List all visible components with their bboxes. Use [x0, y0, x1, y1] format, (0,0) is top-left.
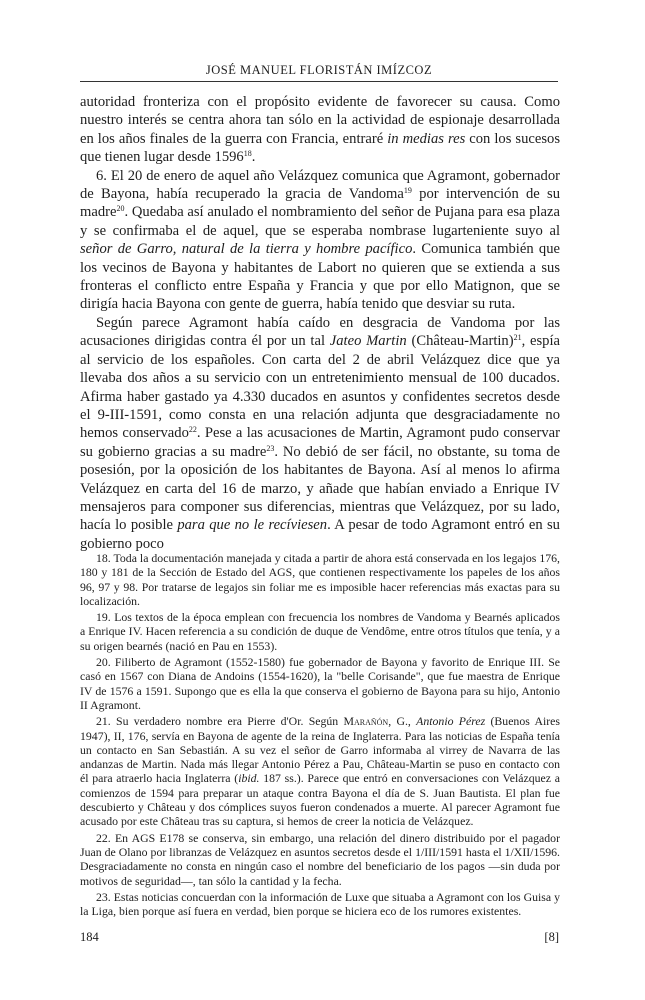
italic-run: ibid. [238, 771, 260, 786]
italic-run: Jateo Martin [329, 333, 407, 350]
header-rule [80, 81, 558, 82]
paragraph-3 [80, 314, 560, 553]
text-run: 187 ss.). Parece que entró en conversaciones con Velázquez a comienzos de 1594 para preparar un ataque contra Bayona el día de S. Juan Bautista. El plan fue descubierto y Château y dos cómplices suyos fueron condenados a muerte. Al parecer Agramont fue acusado por este Château tras su captura, si hemos de creer la noticia de Velázquez. [80, 771, 560, 829]
text-run: 21. Su verdadero nombre era Pierre d'Or. Según [96, 714, 344, 729]
text-run: , G., [388, 714, 417, 729]
italic-run: para que no le recíviesen [177, 517, 328, 534]
text-run: . [251, 149, 256, 166]
text-run: . Quedaba así anulado el nombramiento del señor de Pujana para esa plaza y se confirmaba el de aquel, que se esperaba nombrase lugarteniente suyo al [80, 204, 560, 239]
footnote-20: 20. Filiberto de Agramont (1552-1580) fue gobernador de Bayona y favorito de Enrique III. Se casó en 1567 con Diana de Andoins (1554-1620), la "belle Corisande", que fue maestra de Enrique IV de 1576 a 1591. Supongo que es ella la que conserva el gobierno de Bayona para su hijo, Antonio II Agramont. [80, 655, 560, 712]
footnote-18: 18. Toda la documentación manejada y citada a partir de ahora está conservada en los legajos 176, 180 y 181 de la Sección de Estado del AGS, que contienen respectivamente los papeles de los años 96, 97 y 98. Por tratarse de legajos sin foliar me es imposible hacer referencias más exactas para su localización. [80, 551, 560, 608]
paragraph-1 [80, 93, 560, 167]
text-run: . A pesar de todo Agramont entró en su gobierno poco [80, 517, 560, 552]
main-text [80, 93, 560, 553]
text-run: 6. El 20 de enero de aquel año Velázquez comunica que Agramont, gobernador de Bayona, había recuperado la gracia de Vandoma [80, 167, 560, 203]
footnote-22: 22. En AGS E178 se conserva, sin embargo, una relación del dinero distribuido por el pagador Juan de Olano por libranzas de Velázquez en asuntos secretos desde el 1/III/1591 hasta el 1/XII/1596. Desgraciadamente no consta en ningún caso el nombre del beneficiario de los pagos —sin duda por motivos de seguridad—, tan sólo la cantidad y la fecha. [80, 830, 560, 888]
book-title: Antonio Pérez [416, 714, 486, 729]
footnote-ref-23[interactable]: 23 [266, 443, 275, 453]
text-run: (Château-Martin) [406, 333, 514, 350]
page-number: 184 [80, 930, 99, 944]
footnote-ref-18[interactable]: 18 [243, 149, 252, 159]
sheet-mark: [8] [544, 930, 559, 944]
text-run: Según parece Agramont había caído en desgracia de Vandoma por las acusaciones dirigidas contra él por un tal [80, 314, 560, 350]
author-name: Marañón [343, 714, 389, 729]
text-run: por intervención de su madre [80, 186, 561, 221]
text-run: (Buenos Aires 1947), II, 176, servía en Bayona de agente de la reina de Inglaterra. Para las noticias de España tenía un contacto en San Sebastián. A su vez el señor de Garro informaba al virrey de Navarra de las andanzas de Martin. Nada más llegar Antonio Pérez a Pau, Château-Martin se puso en contacto con él para atraerlo hacia Inglaterra ( [80, 714, 561, 786]
footnote-19: 19. Los textos de la época emplean con frecuencia los nombres de Vandoma y Bearnés aplicados a Enrique IV. Hacen referencia a su condición de duque de Vendôme, entre otros títulos que tenía, y a su origen bearnés (nació en Pau en 1553). [80, 610, 560, 653]
text-run: con los sucesos que tienen lugar desde 1596 [80, 130, 560, 166]
footnote-ref-22[interactable]: 22 [188, 425, 197, 435]
footnotes [80, 551, 560, 918]
text-run: . No debió de ser fácil, no obstante, su toma de posesión, por la oposición de los habitantes de Bayona. Así al menos lo afirma Velázquez en carta del 16 de marzo, y añade que habían enviado a Enrique IV mensajeros para componer sus diferencias, mientras que Velázquez, por su lado, hacía lo posible [80, 443, 560, 534]
footnote-ref-21[interactable]: 21 [513, 333, 522, 343]
text-run: . Comunica también que los vecinos de Bayona y habitantes de Labort no quieren que se extienda a sus fronteras el conflicto entre España y Francia y que por ello Matignon, que se dirigía hacia Bayona con gente de guerra, había tenido que desviar su ruta. [80, 241, 560, 313]
italic-run: señor de Garro, natural de la tierra y hombre pacífico [80, 241, 413, 258]
footnote-ref-20[interactable]: 20 [116, 204, 125, 214]
footnote-23: 23. Estas noticias concuerdan con la información de Luxe que situaba a Agramont con los Guisa y la Liga, bien porque así fuera en verdad, bien porque se hiciera eco de los rumores existentes. [80, 889, 560, 919]
text-run: autoridad fronteriza con el propósito evidente de favorecer su causa. Como nuestro interés se centra ahora tan sólo en la actividad de espionaje desarrollada en los años finales de la guerra con Francia, entraré [80, 94, 560, 147]
italic-run: in medias res [387, 130, 466, 147]
footnote-21 [80, 714, 560, 828]
paragraph-2 [80, 167, 560, 314]
text-run: , espía al servicio de los españoles. Con carta del 2 de abril Velázquez dice que ya llevaba dos años a su servicio con un entretenimiento mensual de 100 ducados. Afirma haber gastado ya 4.330 ducados en asuntos y confidentes secretos desde el 9-III-1591, como consta en una relación adjunta que desgraciadamente no hemos conservado [80, 333, 560, 442]
text-run: . Pese a las acusaciones de Martin, Agramont pudo conservar su gobierno gracias a su madre [80, 425, 560, 460]
running-title: JOSÉ MANUEL FLORISTÁN IMÍZCOZ [205, 63, 433, 77]
footnote-ref-19[interactable]: 19 [403, 186, 412, 196]
